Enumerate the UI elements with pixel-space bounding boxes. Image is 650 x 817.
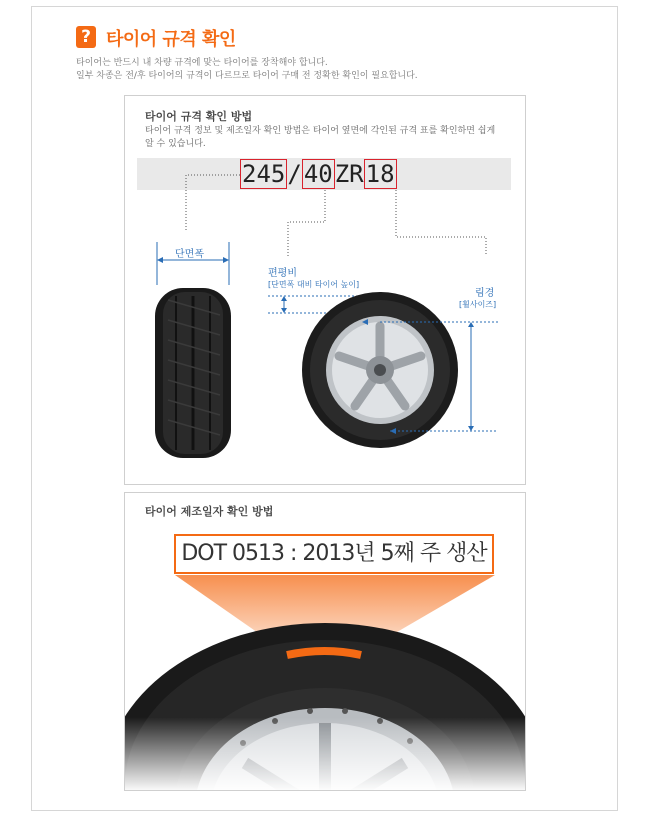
leader-line-width [186,175,240,232]
spec-desc-line-1: 타이어 규격 정보 및 제조일자 확인 방법은 타이어 옆면에 각인된 규격 표를 확인하면 쉽게 [145,126,496,136]
dot-section-title: 타이어 제조일자 확인 방법 [145,505,274,518]
label-section-width: 단면폭 [175,249,204,260]
spec-section-title: 타이어 규격 확인 방법 [145,110,253,123]
spec-width: 245 [242,160,286,188]
intro-line-2: 일부 차종은 전/후 타이어의 규격이 다르므로 타이어 구매 전 정확한 확인이 필요합니다. [76,71,418,81]
label-rim-diameter-sub: [휠사이즈] [459,300,497,309]
tire-side-view [302,292,458,448]
question-icon: ? [76,26,96,48]
label-aspect-ratio: 편평비 [268,268,297,279]
tire-front-view [155,288,231,458]
intro-line-1: 타이어는 반드시 내 차량 규격에 맞는 타이어를 장착해야 합니다. [76,58,328,68]
spec-rim: 18 [365,160,395,188]
label-aspect-ratio-sub: [단면폭 대비 타이어 높이] [268,280,360,289]
spec-separator: / [287,160,302,188]
spec-desc-line-2: 알 수 있습니다. [145,139,206,149]
spec-construction: ZR [334,160,364,188]
dot-code-callout: DOT 0513 : 2013년 5째 주 생산 [174,534,494,574]
label-rim-diameter: 림경 [475,288,495,299]
page-title: 타이어 규격 확인 [106,29,236,50]
leader-line-ratio [288,190,325,258]
leader-line-rim [396,190,486,256]
spec-ratio: 40 [303,160,333,188]
